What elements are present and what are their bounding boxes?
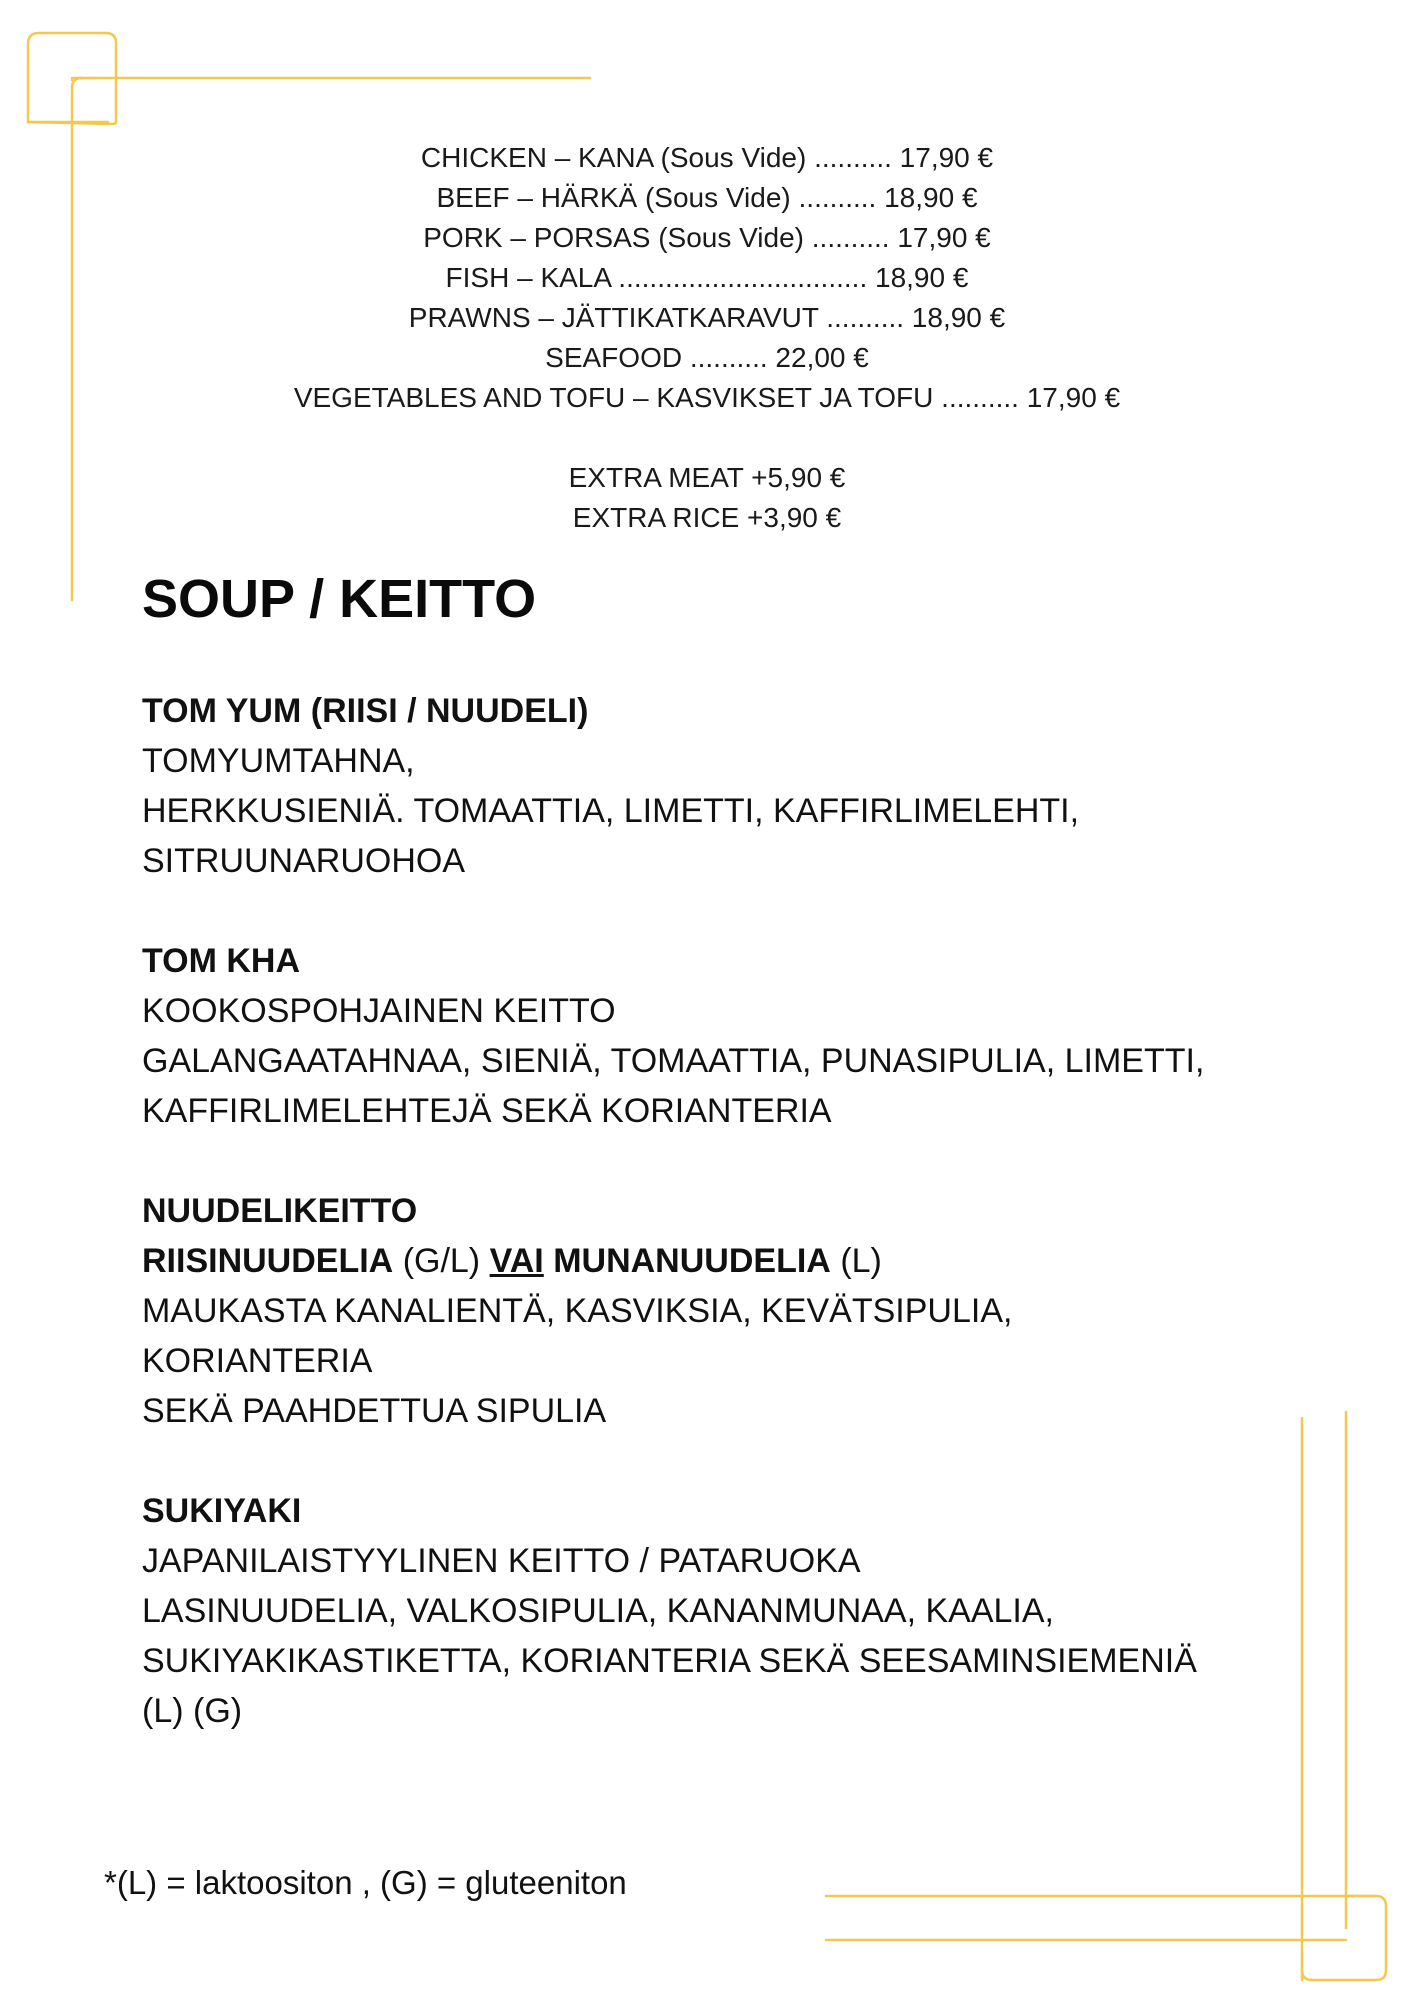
dish-name: TOM KHA bbox=[142, 942, 301, 980]
price-list bbox=[0, 138, 1414, 538]
bottom-right-corner-box bbox=[1302, 1896, 1386, 1980]
rice-noodles-tag: (G/L) bbox=[402, 1242, 481, 1280]
dish-sukiyaki bbox=[142, 1486, 1322, 1736]
dish-description-line: KAFFIRLIMELEHTEJÄ SEKÄ KORIANTERIA bbox=[142, 1092, 832, 1130]
price-item-fish: FISH – KALA ................................ 18,90 € bbox=[445, 262, 969, 293]
dish-name: NUUDELIKEITTO bbox=[142, 1192, 418, 1230]
price-item-prawns: PRAWNS – JÄTTIKATKARAVUT .......... 18,90 € bbox=[408, 302, 1006, 333]
section-title: SOUP / KEITTO bbox=[142, 569, 537, 629]
dish-tom-yum bbox=[142, 686, 1322, 886]
dish-tom-kha bbox=[142, 936, 1322, 1136]
price-item-vegetables-tofu: VEGETABLES AND TOFU – KASVIKSET JA TOFU .......... 17,90 € bbox=[293, 382, 1121, 413]
dish-nuudelikeitto bbox=[142, 1186, 1322, 1436]
price-item-seafood: SEAFOOD .......... 22,00 € bbox=[545, 342, 869, 373]
dish-description-line: KOOKOSPOHJAINEN KEITTO bbox=[142, 992, 616, 1030]
dish-description-line: SITRUUNARUOHOA bbox=[142, 842, 466, 880]
allergen-legend: *(L) = laktoositon , (G) = gluteeniton bbox=[104, 1864, 627, 1901]
noodle-options bbox=[142, 1236, 1322, 1286]
price-item-chicken: CHICKEN – KANA (Sous Vide) .......... 17,90 € bbox=[420, 142, 994, 173]
rice-noodles-label: RIISINUUDELIA bbox=[142, 1242, 394, 1280]
dish-description-line: SUKIYAKIKASTIKETTA, KORIANTERIA SEKÄ SEESAMINSIEMENIÄ bbox=[142, 1642, 1197, 1680]
dish-description-line: LASINUUDELIA, VALKOSIPULIA, KANANMUNAA, KAALIA, bbox=[142, 1592, 1055, 1630]
spacer bbox=[0, 418, 1414, 458]
price-item-beef: BEEF – HÄRKÄ (Sous Vide) .......... 18,90 € bbox=[436, 182, 978, 213]
dish-description-line: TOMYUMTAHNA, bbox=[142, 742, 415, 780]
dish-description-line: SEKÄ PAAHDETTUA SIPULIA bbox=[142, 1392, 607, 1430]
dish-description-line: JAPANILAISTYYLINEN KEITTO / PATARUOKA bbox=[142, 1542, 861, 1580]
dish-name: TOM YUM (RIISI / NUUDELI) bbox=[142, 692, 589, 730]
dish-description-line: GALANGAATAHNAA, SIENIÄ, TOMAATTIA, PUNASIPULIA, LIMETTI, bbox=[142, 1042, 1205, 1080]
egg-noodles-tag: (L) bbox=[840, 1242, 882, 1280]
dish-description-line: KORIANTERIA bbox=[142, 1342, 373, 1380]
dish-allergen-tags: (L) (G) bbox=[142, 1692, 243, 1730]
extra-rice: EXTRA RICE +3,90 € bbox=[572, 502, 842, 533]
dish-name: SUKIYAKI bbox=[142, 1492, 302, 1530]
dish-description-line: MAUKASTA KANALIENTÄ, KASVIKSIA, KEVÄTSIPULIA, bbox=[142, 1292, 1013, 1330]
dish-description-line: HERKKUSIENIÄ. TOMAATTIA, LIMETTI, KAFFIRLIMELEHTI, bbox=[142, 792, 1080, 830]
price-item-pork: PORK – PORSAS (Sous Vide) .......... 17,90 € bbox=[423, 222, 991, 253]
or-word: VAI bbox=[489, 1242, 544, 1280]
extra-meat: EXTRA MEAT +5,90 € bbox=[568, 462, 846, 493]
egg-noodles-label: MUNANUUDELIA bbox=[553, 1242, 831, 1280]
